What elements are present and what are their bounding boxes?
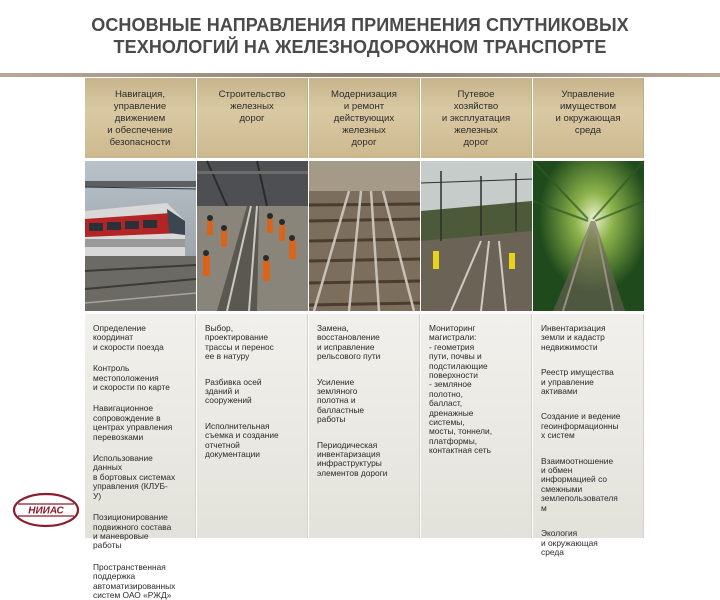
list-item: Пространственная поддержка автоматизированных систем ОАО «РЖД»	[93, 561, 176, 600]
list-item: Создание и ведение геоинформационны х систем	[541, 411, 621, 441]
passenger-train-photo	[85, 161, 196, 311]
page-title	[20, 14, 700, 58]
list-item: Взаимоотношение и обмен информацией со смежными землепользователя м	[541, 455, 618, 513]
list-item: Периодическая инвентаризация инфраструктуры элементов дороги	[317, 439, 388, 478]
list-item: Замена, восстановление и исправление рельсового пути	[317, 323, 381, 362]
column-body	[197, 314, 308, 538]
list-item: Экология и окружающая среда	[541, 528, 598, 557]
column-header-label: Навигация, управление движением и обеспечение безопасности	[107, 89, 173, 148]
column-header-label: Путевое хозяйство и эксплуатация железных дорог	[441, 89, 511, 148]
column-construction	[197, 78, 308, 538]
list-item: Определение координат и скорости поезда	[93, 323, 164, 352]
list-item: Исполнительная съемка и создание отчетной документации	[205, 420, 279, 460]
column-header	[421, 78, 532, 158]
column-track-maintenance	[421, 78, 532, 538]
column-property-environment	[533, 78, 644, 557]
track-maintenance-photo	[421, 161, 532, 311]
title-divider	[0, 73, 720, 77]
niias-logo	[12, 490, 80, 530]
column-navigation	[85, 78, 196, 600]
list-item: Навигационное сопровождение в центрах управления перевозками	[93, 403, 173, 442]
column-header-label: Модернизация и ремонт действующих железных дорог	[331, 89, 397, 148]
list-item: Реестр имущества и управление активами	[541, 367, 614, 397]
column-body	[85, 314, 196, 600]
railway-forest-photo	[533, 161, 644, 311]
logo-text: НИИАС	[28, 505, 64, 517]
column-modernization	[309, 78, 420, 538]
list-item: Использование данных в бортовых системах управления (КЛУБ- У)	[93, 453, 176, 501]
list-item: Инвентаризация земли и кадастр недвижимости	[541, 323, 606, 352]
column-body	[421, 314, 532, 538]
list-item: Контроль местоположения и скорости по карте	[93, 363, 170, 393]
title-line-2: ТЕХНОЛОГИЙ НА ЖЕЛЕЗНОДОРОЖНОМ ТРАНСПОРТЕ	[113, 37, 607, 57]
column-header	[533, 78, 644, 158]
column-header	[309, 78, 420, 158]
track-construction-photo	[197, 161, 308, 311]
column-body	[309, 314, 420, 538]
column-header	[197, 78, 308, 158]
title-line-1: ОСНОВНЫЕ НАПРАВЛЕНИЯ ПРИМЕНЕНИЯ СПУТНИКОВЫХ	[91, 15, 629, 35]
column-body	[533, 314, 644, 557]
list-item: Усиление земляного полотна и балластные работы	[317, 376, 365, 425]
rail-tracks-photo	[309, 161, 420, 311]
column-header-label: Строительство железных дорог	[218, 89, 286, 124]
list-item: Разбивка осей зданий и сооружений	[205, 376, 262, 406]
list-item: Позиционирование подвижного состава и маневровые работы	[93, 512, 172, 551]
column-header-label: Управление имуществом и окружающая среда	[555, 89, 621, 136]
list-item: Мониторинг магистрали: - геометрия пути, почвы и подстилающие поверхности - земляное полотно, балласт, дренажные системы, мосты, тоннели, платформы, контактная сеть	[429, 323, 493, 456]
column-header	[85, 78, 196, 158]
list-item: Выбор, проектирование трассы и перенос ее в натуру	[205, 323, 274, 362]
